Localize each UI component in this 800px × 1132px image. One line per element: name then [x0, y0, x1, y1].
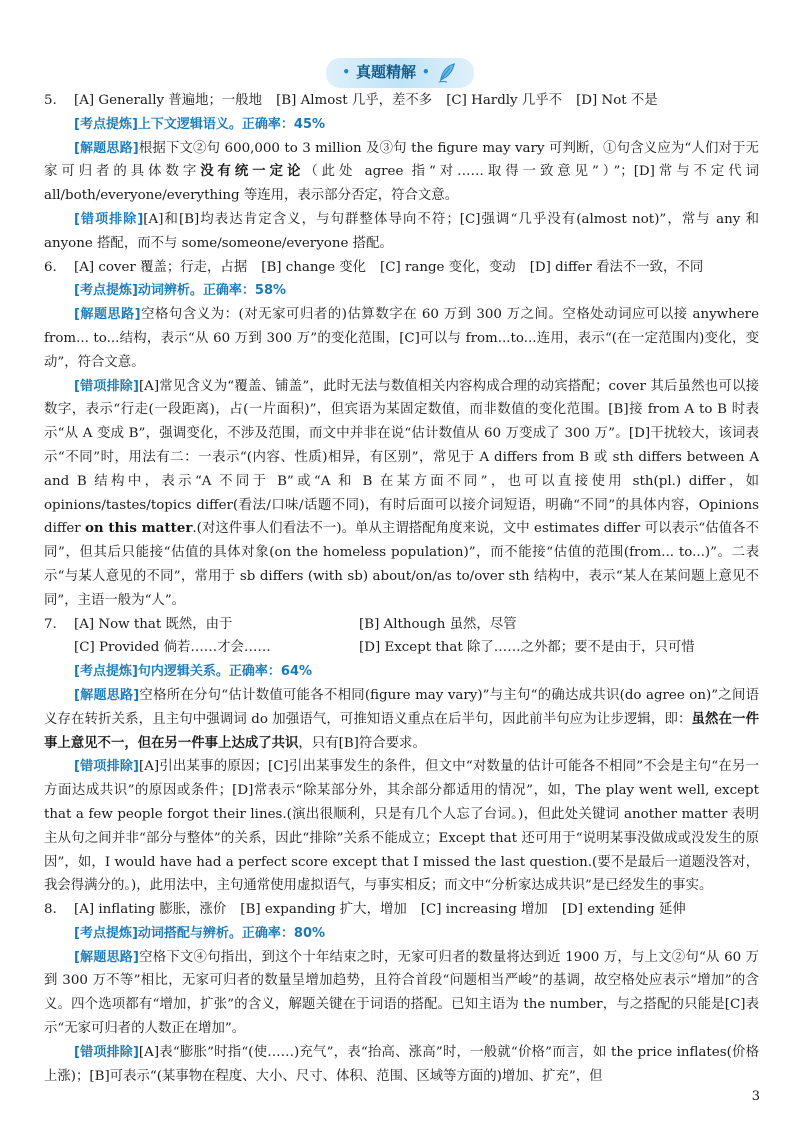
option-b: [B] change 变化	[261, 259, 367, 275]
option-d: [D] Except that 除了……之外都；要不是由于，只可惜	[359, 640, 695, 656]
option-d: [D] differ 看法不一致，不同	[529, 259, 704, 275]
key-point-tag: [考点提炼]	[74, 116, 138, 132]
wrong-option-tag: [错项排除]	[74, 211, 144, 227]
question-7-options	[44, 613, 759, 661]
wrong-option-tag: [错项排除]	[74, 759, 139, 775]
accuracy-rate: 80%	[293, 925, 326, 941]
key-point	[44, 279, 759, 303]
option-a: [A] cover 覆盖；行走，占据	[74, 259, 248, 275]
solution-emphasis: 虽然在一件事上意见不一，但在另一件事上达成了共识	[44, 710, 760, 751]
solution-idea	[44, 684, 759, 755]
section-header-badge	[326, 58, 473, 88]
solution-text: ，只有[B]符合要求。	[298, 735, 426, 751]
question-8-options	[44, 898, 759, 922]
option-a: [A] Now that 既然，由于	[74, 616, 233, 632]
option-c: [C] range 变化，变动	[380, 259, 516, 275]
key-point	[44, 113, 759, 137]
key-point-text: 动词辨析。正确率：	[137, 283, 255, 299]
wrong-option-tag: [错项排除]	[74, 1044, 139, 1060]
section-title: 真题精解	[355, 63, 416, 81]
solution-text: 空格下文④句指出，到这个十年结束之时，无家可归者的数量将达到近 1900 万，与上文②句“从 60 万到 300 万不等”相比，无家可归者的数量呈增加趋势，且符合首段“问题相当严峻”的基调，故空格处应表示“增加”的含义。四个选项都有“增加，扩张”的含义，解题关键在于词语的搭配。已知主语为 the number，与之搭配的只能是[C]表示“无家可归者的人数正在增加”。	[44, 949, 759, 1037]
wrong-option-text: .(对这件事人们看法不一)。单从主谓搭配角度来说，文中 estimates differ 可以表示“估值各不同”，但其后只能接“估值的具体对象(on the homeless population)”，而不能接“估值的范围(from... to...)”。二表示“与某人意见的不同”，常用于 sb differs (with sb) about/on/as to/over sth 结构中，表示“某人在某问题上意见不同”，主语一般为“人”。	[44, 521, 759, 608]
bullet-dot: •	[422, 65, 430, 79]
page-number: 3	[751, 1089, 760, 1104]
key-point-text: 句内逻辑关系。正确率：	[137, 664, 281, 680]
question-number: 6.	[44, 259, 57, 275]
accuracy-rate: 64%	[280, 664, 313, 680]
key-point-text: 上下文逻辑语义。正确率：	[137, 116, 294, 132]
solution-idea	[44, 303, 759, 374]
question-number: 8.	[44, 902, 57, 918]
solution-text: 根据下文②句 600,000 to 3 million 及③句 the figure may vary 可判断，①句含义应为“人们对于无家可归者的具体数字	[44, 140, 760, 180]
solution-idea	[44, 946, 759, 1041]
question-6-options	[44, 256, 759, 280]
solution-tag: [解题思路]	[74, 949, 139, 965]
wrong-option-text: [A]和[B]均表达肯定含义，与句群整体导向不符；[C]强调“几乎没有(almost not)”，常与 any 和 anyone 搭配，而不与 some/someone/everyone 搭配。	[44, 211, 759, 251]
solution-tag: [解题思路]	[74, 687, 140, 703]
option-c: [C] Provided 倘若……才会……	[74, 640, 271, 656]
question-number: 7.	[44, 616, 57, 632]
page-content	[44, 89, 759, 1088]
option-a: [A] Generally 普遍地；一般地	[74, 93, 263, 108]
question-5-options	[44, 89, 759, 113]
key-point-text: 动词搭配与辨析。正确率：	[137, 925, 294, 941]
option-b: [B] Although 虽然，尽管	[359, 616, 517, 632]
option-b: [B] Almost 几乎，差不多	[276, 93, 433, 108]
wrong-option-text: [A]引出某事的原因；[C]引出某事发生的条件，但文中“对数量的估计可能各不相同”不会是主句“在另一方面达成共识”的原因或条件；[D]常表示“除某部分外，其余部分都适用的情况”，如，The play went well, except that a few people forgot their lines.(演出很顺利，只是有几个人忘了台词。)，但此处关键词 another matter 表明主从句之间并非“部分与整体”的关系，因此“排除”关系不能成立；Except that 还可用于“说明某事没做成或没发生的原因”，如，I would have had a perfect score except that I missed the last question.(要不是最后一道题没答对，我会得满分的。)，此用法中，主句通常使用虚拟语气，与事实相反；而文中“分析家达成共识”是已经发生的事实。	[44, 759, 759, 894]
wrong-option-text: [A]表“膨胀”时指“(使……)充气”，表“抬高、涨高”时，一般就“价格”而言，如 the price inflates(价格上涨)；[B]可表示“(某事物在程度、大小、尺寸、体积、范围、区域等方面的)增加、扩充”，但	[44, 1044, 759, 1084]
key-point	[44, 660, 759, 684]
solution-tag: [解题思路]	[74, 140, 139, 156]
option-c: [C] increasing 增加	[420, 902, 548, 918]
wrong-option-text: [A]常见含义为“覆盖、铺盖”，此时无法与数值相关内容构成合理的动宾搭配；cover 其后虽然也可以接数字，表示“行走(一段距离)，占(一片面积)”，但宾语为某固定数值，而非数值的变化范围。[B]接 from A to B 时表示“从 A 变成 B”，强调变化，不涉及范围，而文中并非在说“估计数值从 60 万变成了 300 万”。[D]干扰较大，该词表示“不同”时，用法有二：一表示“(内容、性质)相异，有区别”，常见于 A differs from B 或 sth differs between A and B 结构中，表示“A 不同于 B”或“A 和 B 在某方面不同”，也可以直接使用 sth(pl.) differ，如 opinions/tastes/topics differ(看法/口味/话题不同)，有时后面可以接介词短语，明确“不同”的具体内容，Opinions differ	[44, 378, 760, 537]
quill-pen-icon	[436, 62, 458, 84]
wrong-option-analysis	[44, 755, 759, 898]
accuracy-rate: 45%	[293, 116, 326, 132]
question-number: 5.	[44, 93, 57, 108]
option-d: [D] extending 延伸	[561, 902, 686, 918]
wrong-option-analysis	[44, 1041, 759, 1089]
wrong-option-analysis	[44, 208, 759, 256]
option-c: [C] Hardly 几乎不	[446, 93, 563, 108]
bullet-dot: •	[342, 65, 350, 79]
key-point	[44, 922, 759, 946]
wrong-option-emphasis: on this matter	[85, 520, 193, 537]
wrong-option-analysis	[44, 375, 759, 613]
section-header	[0, 58, 800, 88]
key-point-tag: [考点提炼]	[74, 283, 138, 299]
solution-text: （此处 agree 指“对……取得一致意见”）”；[D]常与不定代词 all/both/everyone/everything 等连用，表示部分否定，符合文意。	[44, 164, 760, 204]
solution-text: 空格所在分句“估计数值可能各不相同(figure may vary)”与主句“的确达成共识(do agree on)”之间语义存在转折关系，且主句中强调词 do 加强语气，可推知语义重点在后半句，因此前半句应为让步逻辑，即：	[44, 687, 759, 727]
solution-emphasis: 没有统一定论	[200, 163, 305, 180]
key-point-tag: [考点提炼]	[74, 925, 138, 941]
option-a: [A] inflating 膨胀，涨价	[74, 902, 227, 918]
solution-tag: [解题思路]	[74, 307, 141, 323]
solution-idea	[44, 137, 759, 208]
wrong-option-tag: [错项排除]	[74, 378, 139, 394]
solution-text: 空格句含义为：(对无家可归者的)估算数字在 60 万到 300 万之间。空格处动词应可以接 anywhere from... to...结构，表示“从 60 万到 300 万”的变化范围，[C]可以与 from...to...连用，表示“(在一定范围内)变化，变动”，符合文意。	[44, 307, 759, 370]
option-d: [D] Not 不是	[576, 93, 658, 108]
option-b: [B] expanding 扩大，增加	[240, 902, 407, 918]
accuracy-rate: 58%	[254, 283, 287, 299]
key-point-tag: [考点提炼]	[74, 664, 138, 680]
